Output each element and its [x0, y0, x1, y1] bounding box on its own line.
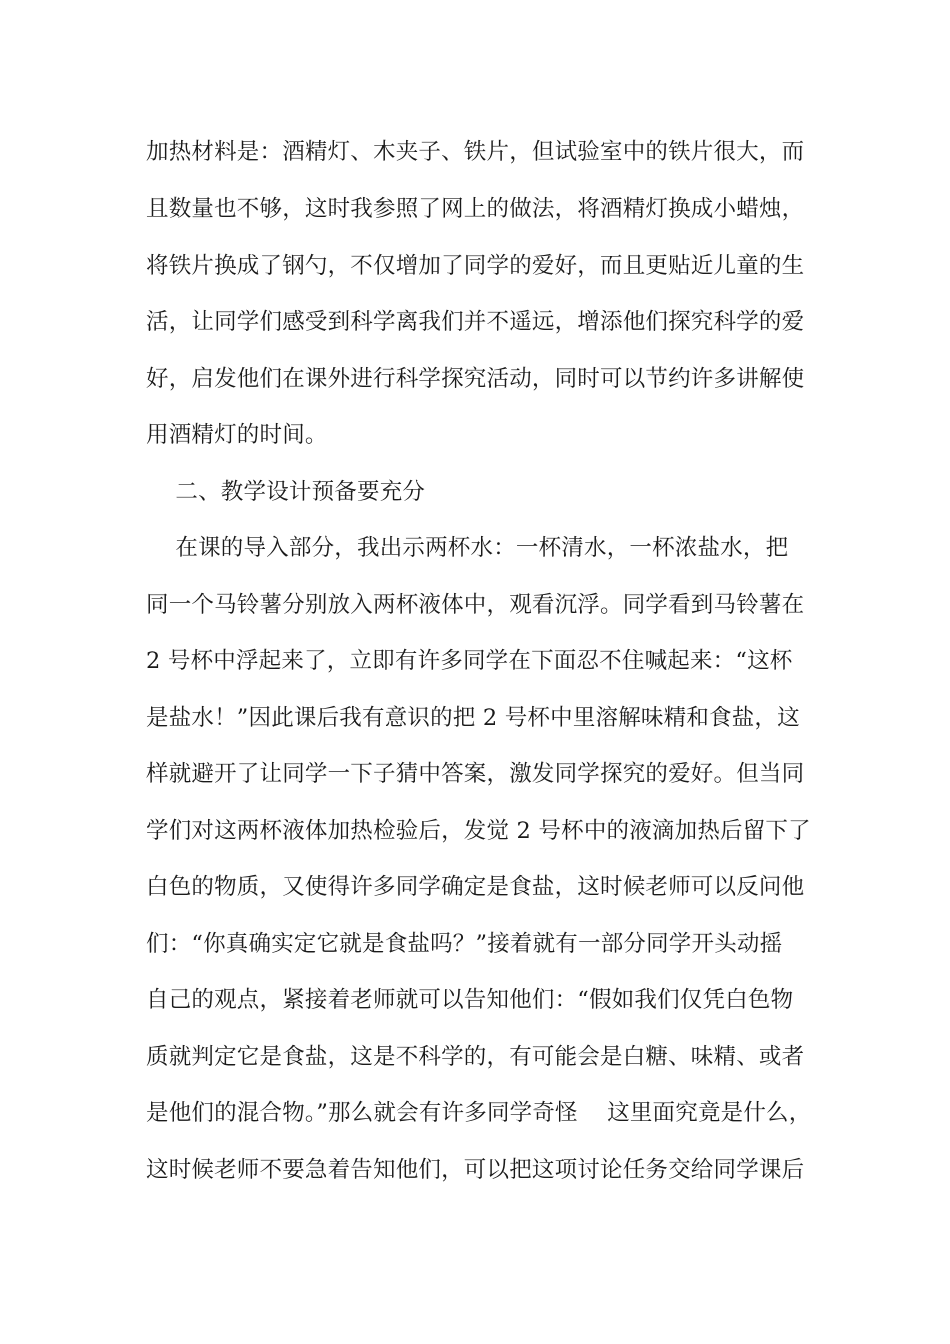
text-line: 在课的导入部分，我出示两杯水：一杯清水，一杯浓盐水，把 — [146, 535, 789, 561]
text-line: 是他们的混合物。”那么就会有许多同学奇怪 这里面究竟是什么， — [146, 1100, 812, 1126]
text-line: 且数量也不够，这时我参照了网上的做法，将酒精灯换成小蜡烛， — [146, 196, 805, 222]
text-line: 们：“你真确实定它就是食盐吗？”接着就有一部分同学开头动摇 — [146, 931, 783, 957]
text-line: 2 号杯中浮起来了，立即有许多同学在下面忍不住喊起来：“这杯 — [146, 648, 793, 674]
text-line: 样就避开了让同学一下子猜中答案，激发同学探究的爱好。但当同 — [146, 761, 805, 787]
text-line: 学们对这两杯液体加热检验后，发觉 2 号杯中的液滴加热后留下了 — [146, 818, 811, 844]
text-line: 是盐水！”因此课后我有意识的把 2 号杯中里溶解味精和食盐，这 — [146, 705, 800, 731]
text-line: 白色的物质，又使得许多同学确定是食盐，这时候老师可以反问他 — [146, 874, 805, 900]
text-line: 这时候老师不要急着告知他们，可以把这项讨论任务交给同学课后 — [146, 1157, 805, 1183]
text-line: 加热材料是：酒精灯、木夹子、铁片，但试验室中的铁片很大，而 — [146, 139, 805, 165]
text-line: 活，让同学们感受到科学离我们并不遥远，增添他们探究科学的爱 — [146, 309, 805, 335]
text-line: 自己的观点，紧接着老师就可以告知他们：“假如我们仅凭白色物 — [146, 987, 794, 1013]
text-line: 用酒精灯的时间。 — [146, 422, 328, 448]
text-line: 好，启发他们在课外进行科学探究活动，同时可以节约许多讲解使 — [146, 366, 805, 392]
section-heading: 二、教学设计预备要充分 — [146, 479, 426, 505]
text-line: 同一个马铃薯分别放入两杯液体中，观看沉浮。同学看到马铃薯在 — [146, 592, 805, 618]
text-line: 质就判定它是食盐，这是不科学的，有可能会是白糖、味精、或者 — [146, 1044, 805, 1070]
text-line: 将铁片换成了钢勺，不仅增加了同学的爱好，而且更贴近儿童的生 — [146, 253, 805, 279]
